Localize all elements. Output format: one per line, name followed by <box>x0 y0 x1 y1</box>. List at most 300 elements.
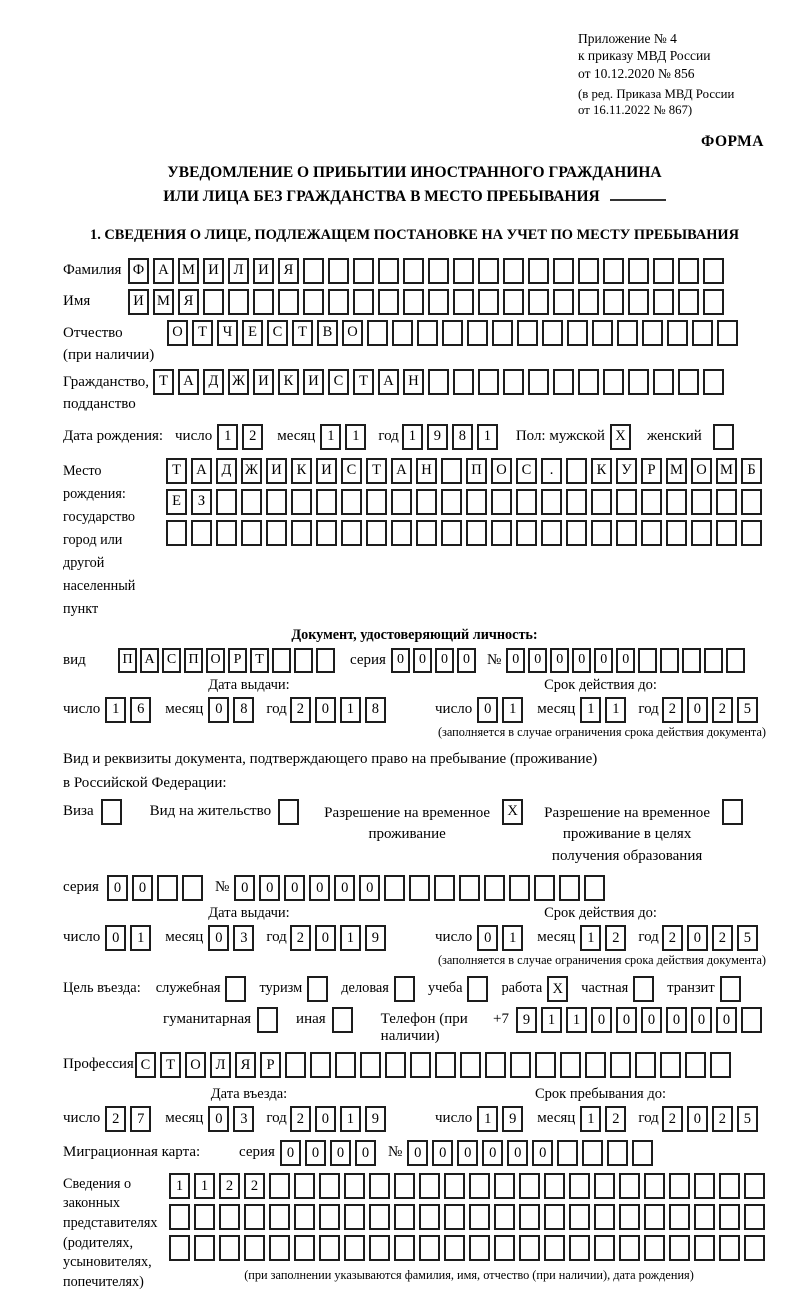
char-box[interactable] <box>419 1173 440 1199</box>
char-box[interactable] <box>653 369 674 395</box>
char-box[interactable]: 0 <box>506 648 525 673</box>
char-box[interactable] <box>516 520 537 546</box>
char-box[interactable] <box>528 289 549 315</box>
char-box[interactable] <box>503 258 524 284</box>
char-box[interactable] <box>510 1052 531 1078</box>
char-box[interactable] <box>619 1235 640 1261</box>
char-box[interactable] <box>509 875 530 901</box>
char-box[interactable]: 0 <box>284 875 305 901</box>
char-box[interactable]: 0 <box>687 697 708 723</box>
char-box[interactable] <box>441 489 462 515</box>
char-box[interactable] <box>567 320 588 346</box>
char-box[interactable] <box>219 1235 240 1261</box>
char-box[interactable]: 0 <box>687 925 708 951</box>
char-box[interactable] <box>203 289 224 315</box>
sex-male-checkbox[interactable]: X <box>610 424 631 450</box>
char-box[interactable]: 2 <box>244 1173 265 1199</box>
char-box[interactable] <box>553 289 574 315</box>
char-box[interactable]: 0 <box>105 925 126 951</box>
char-box[interactable]: С <box>135 1052 156 1078</box>
char-box[interactable] <box>619 1204 640 1230</box>
char-box[interactable]: И <box>253 369 274 395</box>
char-box[interactable] <box>666 520 687 546</box>
char-box[interactable] <box>384 875 405 901</box>
char-box[interactable]: 1 <box>320 424 341 450</box>
char-box[interactable] <box>717 320 738 346</box>
char-box[interactable]: 0 <box>477 925 498 951</box>
char-box[interactable] <box>394 1204 415 1230</box>
sex-female-checkbox[interactable] <box>713 424 734 450</box>
char-box[interactable]: Т <box>250 648 269 673</box>
char-box[interactable] <box>484 875 505 901</box>
char-box[interactable] <box>344 1235 365 1261</box>
char-box[interactable] <box>591 520 612 546</box>
char-box[interactable]: П <box>466 458 487 484</box>
char-box[interactable] <box>459 875 480 901</box>
char-box[interactable] <box>691 489 712 515</box>
char-box[interactable] <box>694 1173 715 1199</box>
char-box[interactable] <box>366 489 387 515</box>
char-box[interactable] <box>544 1204 565 1230</box>
purpose-work-checkbox[interactable]: X <box>547 976 568 1002</box>
char-box[interactable] <box>694 1235 715 1261</box>
char-box[interactable]: 2 <box>290 1106 311 1132</box>
char-box[interactable] <box>269 1173 290 1199</box>
char-box[interactable] <box>444 1235 465 1261</box>
purpose-other-checkbox[interactable] <box>332 1007 353 1033</box>
char-box[interactable]: П <box>184 648 203 673</box>
char-box[interactable]: 0 <box>355 1140 376 1166</box>
char-box[interactable] <box>369 1235 390 1261</box>
char-box[interactable] <box>169 1204 190 1230</box>
char-box[interactable] <box>542 320 563 346</box>
char-box[interactable] <box>244 1235 265 1261</box>
char-box[interactable]: 0 <box>432 1140 453 1166</box>
char-box[interactable] <box>244 1204 265 1230</box>
char-box[interactable] <box>291 489 312 515</box>
char-box[interactable]: Е <box>166 489 187 515</box>
char-box[interactable] <box>641 520 662 546</box>
char-box[interactable] <box>294 1235 315 1261</box>
char-box[interactable] <box>216 520 237 546</box>
char-box[interactable] <box>519 1204 540 1230</box>
char-box[interactable]: 1 <box>169 1173 190 1199</box>
char-box[interactable]: 2 <box>712 697 733 723</box>
char-box[interactable] <box>316 648 335 673</box>
char-box[interactable]: 0 <box>532 1140 553 1166</box>
char-box[interactable] <box>582 1140 603 1166</box>
char-box[interactable]: 0 <box>359 875 380 901</box>
char-box[interactable]: О <box>491 458 512 484</box>
char-box[interactable] <box>741 489 762 515</box>
char-box[interactable] <box>578 258 599 284</box>
char-box[interactable]: И <box>203 258 224 284</box>
char-box[interactable] <box>607 1140 628 1166</box>
char-box[interactable] <box>478 289 499 315</box>
char-box[interactable]: 0 <box>315 925 336 951</box>
char-box[interactable]: 0 <box>687 1106 708 1132</box>
char-box[interactable] <box>616 520 637 546</box>
char-box[interactable]: 2 <box>605 1106 626 1132</box>
char-box[interactable]: 2 <box>290 925 311 951</box>
char-box[interactable]: Т <box>366 458 387 484</box>
char-box[interactable] <box>366 520 387 546</box>
char-box[interactable] <box>619 1173 640 1199</box>
char-box[interactable]: Ф <box>128 258 149 284</box>
char-box[interactable]: С <box>328 369 349 395</box>
char-box[interactable] <box>453 258 474 284</box>
char-box[interactable]: А <box>178 369 199 395</box>
char-box[interactable]: 1 <box>502 697 523 723</box>
char-box[interactable]: Н <box>403 369 424 395</box>
char-box[interactable] <box>353 258 374 284</box>
purpose-tourism-checkbox[interactable] <box>307 976 328 1002</box>
char-box[interactable] <box>391 489 412 515</box>
char-box[interactable] <box>653 289 674 315</box>
char-box[interactable] <box>716 520 737 546</box>
char-box[interactable] <box>478 258 499 284</box>
char-box[interactable] <box>278 289 299 315</box>
char-box[interactable]: 0 <box>208 925 229 951</box>
char-box[interactable]: А <box>153 258 174 284</box>
char-box[interactable] <box>660 1052 681 1078</box>
char-box[interactable] <box>528 369 549 395</box>
char-box[interactable] <box>319 1173 340 1199</box>
char-box[interactable]: . <box>541 458 562 484</box>
char-box[interactable] <box>385 1052 406 1078</box>
char-box[interactable] <box>569 1204 590 1230</box>
char-box[interactable]: 0 <box>477 697 498 723</box>
char-box[interactable]: И <box>266 458 287 484</box>
char-box[interactable]: 2 <box>712 925 733 951</box>
char-box[interactable] <box>169 1235 190 1261</box>
char-box[interactable] <box>594 1204 615 1230</box>
char-box[interactable]: Т <box>353 369 374 395</box>
purpose-official-checkbox[interactable] <box>225 976 246 1002</box>
char-box[interactable]: 0 <box>132 875 153 901</box>
char-box[interactable]: 1 <box>340 925 361 951</box>
char-box[interactable]: М <box>666 458 687 484</box>
char-box[interactable]: 0 <box>616 648 635 673</box>
char-box[interactable] <box>553 258 574 284</box>
char-box[interactable]: С <box>516 458 537 484</box>
char-box[interactable]: Р <box>641 458 662 484</box>
char-box[interactable] <box>692 320 713 346</box>
char-box[interactable]: 9 <box>365 925 386 951</box>
char-box[interactable]: 2 <box>662 1106 683 1132</box>
char-box[interactable] <box>628 258 649 284</box>
char-box[interactable]: В <box>317 320 338 346</box>
char-box[interactable] <box>453 289 474 315</box>
char-box[interactable]: 0 <box>315 697 336 723</box>
char-box[interactable] <box>228 289 249 315</box>
char-box[interactable] <box>394 1235 415 1261</box>
char-box[interactable] <box>367 320 388 346</box>
char-box[interactable] <box>344 1204 365 1230</box>
char-box[interactable]: З <box>191 489 212 515</box>
char-box[interactable]: 1 <box>605 697 626 723</box>
char-box[interactable]: Р <box>228 648 247 673</box>
char-box[interactable] <box>667 320 688 346</box>
char-box[interactable]: Ж <box>241 458 262 484</box>
char-box[interactable] <box>594 1235 615 1261</box>
char-box[interactable] <box>416 520 437 546</box>
char-box[interactable] <box>703 369 724 395</box>
char-box[interactable] <box>544 1173 565 1199</box>
char-box[interactable]: Р <box>260 1052 281 1078</box>
char-box[interactable]: 1 <box>402 424 423 450</box>
char-box[interactable] <box>467 320 488 346</box>
char-box[interactable] <box>691 520 712 546</box>
char-box[interactable] <box>644 1204 665 1230</box>
char-box[interactable] <box>682 648 701 673</box>
char-box[interactable] <box>291 520 312 546</box>
char-box[interactable] <box>328 258 349 284</box>
char-box[interactable] <box>592 320 613 346</box>
char-box[interactable] <box>516 489 537 515</box>
char-box[interactable] <box>403 258 424 284</box>
char-box[interactable] <box>485 1052 506 1078</box>
temporary-residence-checkbox[interactable]: X <box>502 799 523 825</box>
char-box[interactable]: 2 <box>242 424 263 450</box>
char-box[interactable]: У <box>616 458 637 484</box>
char-box[interactable] <box>578 369 599 395</box>
char-box[interactable] <box>419 1204 440 1230</box>
char-box[interactable]: 9 <box>502 1106 523 1132</box>
char-box[interactable] <box>316 520 337 546</box>
char-box[interactable]: 0 <box>641 1007 662 1033</box>
purpose-humanitarian-checkbox[interactable] <box>257 1007 278 1033</box>
char-box[interactable] <box>641 489 662 515</box>
char-box[interactable] <box>253 289 274 315</box>
char-box[interactable]: Я <box>278 258 299 284</box>
char-box[interactable] <box>428 289 449 315</box>
char-box[interactable]: 0 <box>616 1007 637 1033</box>
char-box[interactable]: 7 <box>130 1106 151 1132</box>
char-box[interactable] <box>678 289 699 315</box>
char-box[interactable] <box>628 289 649 315</box>
char-box[interactable] <box>428 369 449 395</box>
char-box[interactable] <box>703 289 724 315</box>
char-box[interactable]: С <box>162 648 181 673</box>
char-box[interactable]: М <box>716 458 737 484</box>
visa-checkbox[interactable] <box>101 799 122 825</box>
char-box[interactable] <box>719 1204 740 1230</box>
char-box[interactable]: 6 <box>130 697 151 723</box>
char-box[interactable] <box>553 369 574 395</box>
char-box[interactable] <box>341 520 362 546</box>
char-box[interactable] <box>478 369 499 395</box>
char-box[interactable] <box>166 520 187 546</box>
char-box[interactable]: 0 <box>334 875 355 901</box>
char-box[interactable]: Л <box>228 258 249 284</box>
char-box[interactable] <box>741 1007 762 1033</box>
char-box[interactable] <box>303 258 324 284</box>
char-box[interactable]: А <box>391 458 412 484</box>
char-box[interactable]: 0 <box>457 1140 478 1166</box>
char-box[interactable]: 0 <box>330 1140 351 1166</box>
char-box[interactable]: 5 <box>737 697 758 723</box>
char-box[interactable] <box>391 520 412 546</box>
char-box[interactable]: 8 <box>452 424 473 450</box>
char-box[interactable] <box>566 458 587 484</box>
char-box[interactable] <box>182 875 203 901</box>
char-box[interactable]: 1 <box>580 1106 601 1132</box>
char-box[interactable]: Ч <box>217 320 238 346</box>
char-box[interactable] <box>541 489 562 515</box>
char-box[interactable]: 2 <box>712 1106 733 1132</box>
char-box[interactable] <box>704 648 723 673</box>
char-box[interactable] <box>534 875 555 901</box>
purpose-study-checkbox[interactable] <box>467 976 488 1002</box>
char-box[interactable]: 1 <box>105 697 126 723</box>
char-box[interactable]: 1 <box>566 1007 587 1033</box>
char-box[interactable] <box>266 489 287 515</box>
char-box[interactable] <box>460 1052 481 1078</box>
char-box[interactable] <box>378 289 399 315</box>
char-box[interactable]: 0 <box>234 875 255 901</box>
char-box[interactable] <box>403 289 424 315</box>
char-box[interactable] <box>744 1173 765 1199</box>
char-box[interactable]: 1 <box>541 1007 562 1033</box>
char-box[interactable]: 3 <box>233 1106 254 1132</box>
char-box[interactable] <box>591 489 612 515</box>
char-box[interactable]: Д <box>203 369 224 395</box>
char-box[interactable]: 0 <box>594 648 613 673</box>
char-box[interactable]: 5 <box>737 1106 758 1132</box>
char-box[interactable]: 0 <box>435 648 454 673</box>
char-box[interactable] <box>578 289 599 315</box>
char-box[interactable]: М <box>153 289 174 315</box>
char-box[interactable] <box>492 320 513 346</box>
char-box[interactable]: 9 <box>516 1007 537 1033</box>
char-box[interactable] <box>569 1235 590 1261</box>
char-box[interactable]: Т <box>192 320 213 346</box>
char-box[interactable]: А <box>378 369 399 395</box>
char-box[interactable]: Ж <box>228 369 249 395</box>
char-box[interactable]: 0 <box>315 1106 336 1132</box>
char-box[interactable]: А <box>191 458 212 484</box>
char-box[interactable] <box>369 1204 390 1230</box>
char-box[interactable] <box>719 1235 740 1261</box>
char-box[interactable] <box>469 1235 490 1261</box>
char-box[interactable] <box>310 1052 331 1078</box>
residence-permit-checkbox[interactable] <box>278 799 299 825</box>
char-box[interactable] <box>660 648 679 673</box>
char-box[interactable] <box>559 875 580 901</box>
char-box[interactable] <box>316 489 337 515</box>
char-box[interactable] <box>269 1235 290 1261</box>
char-box[interactable] <box>744 1204 765 1230</box>
char-box[interactable] <box>585 1052 606 1078</box>
char-box[interactable] <box>266 520 287 546</box>
char-box[interactable]: О <box>691 458 712 484</box>
char-box[interactable] <box>241 489 262 515</box>
char-box[interactable] <box>644 1173 665 1199</box>
char-box[interactable] <box>394 1173 415 1199</box>
char-box[interactable]: 0 <box>691 1007 712 1033</box>
char-box[interactable] <box>716 489 737 515</box>
char-box[interactable] <box>584 875 605 901</box>
char-box[interactable] <box>678 258 699 284</box>
char-box[interactable]: 0 <box>309 875 330 901</box>
char-box[interactable] <box>669 1235 690 1261</box>
purpose-transit-checkbox[interactable] <box>720 976 741 1002</box>
char-box[interactable]: 0 <box>591 1007 612 1033</box>
char-box[interactable]: 9 <box>427 424 448 450</box>
char-box[interactable] <box>594 1173 615 1199</box>
char-box[interactable] <box>466 489 487 515</box>
char-box[interactable]: 1 <box>580 697 601 723</box>
char-box[interactable]: Я <box>178 289 199 315</box>
char-box[interactable]: 1 <box>217 424 238 450</box>
char-box[interactable]: 2 <box>605 925 626 951</box>
char-box[interactable] <box>360 1052 381 1078</box>
char-box[interactable]: 0 <box>407 1140 428 1166</box>
char-box[interactable] <box>669 1173 690 1199</box>
char-box[interactable] <box>409 875 430 901</box>
char-box[interactable] <box>603 258 624 284</box>
char-box[interactable] <box>294 1173 315 1199</box>
char-box[interactable] <box>616 489 637 515</box>
char-box[interactable] <box>517 320 538 346</box>
char-box[interactable]: И <box>128 289 149 315</box>
char-box[interactable]: Е <box>242 320 263 346</box>
char-box[interactable] <box>344 1173 365 1199</box>
char-box[interactable] <box>285 1052 306 1078</box>
char-box[interactable] <box>744 1235 765 1261</box>
char-box[interactable] <box>419 1235 440 1261</box>
char-box[interactable] <box>644 1235 665 1261</box>
char-box[interactable]: 0 <box>572 648 591 673</box>
char-box[interactable] <box>219 1204 240 1230</box>
char-box[interactable]: 0 <box>208 1106 229 1132</box>
char-box[interactable] <box>603 369 624 395</box>
char-box[interactable]: 0 <box>259 875 280 901</box>
char-box[interactable]: 0 <box>666 1007 687 1033</box>
char-box[interactable] <box>294 648 313 673</box>
char-box[interactable]: 1 <box>130 925 151 951</box>
char-box[interactable] <box>491 520 512 546</box>
purpose-private-checkbox[interactable] <box>633 976 654 1002</box>
char-box[interactable]: К <box>278 369 299 395</box>
char-box[interactable] <box>194 1204 215 1230</box>
char-box[interactable]: Л <box>210 1052 231 1078</box>
char-box[interactable]: 0 <box>280 1140 301 1166</box>
char-box[interactable]: 0 <box>457 648 476 673</box>
char-box[interactable] <box>635 1052 656 1078</box>
char-box[interactable] <box>319 1204 340 1230</box>
char-box[interactable]: 5 <box>737 925 758 951</box>
char-box[interactable]: 0 <box>305 1140 326 1166</box>
char-box[interactable] <box>428 258 449 284</box>
char-box[interactable]: 0 <box>507 1140 528 1166</box>
char-box[interactable] <box>442 320 463 346</box>
char-box[interactable] <box>560 1052 581 1078</box>
char-box[interactable] <box>272 648 291 673</box>
char-box[interactable]: 1 <box>194 1173 215 1199</box>
char-box[interactable] <box>435 1052 456 1078</box>
char-box[interactable] <box>566 520 587 546</box>
char-box[interactable]: 1 <box>477 424 498 450</box>
char-box[interactable] <box>378 258 399 284</box>
char-box[interactable]: 0 <box>107 875 128 901</box>
char-box[interactable]: Т <box>160 1052 181 1078</box>
char-box[interactable]: 1 <box>580 925 601 951</box>
char-box[interactable] <box>241 520 262 546</box>
char-box[interactable]: 2 <box>290 697 311 723</box>
char-box[interactable]: О <box>206 648 225 673</box>
